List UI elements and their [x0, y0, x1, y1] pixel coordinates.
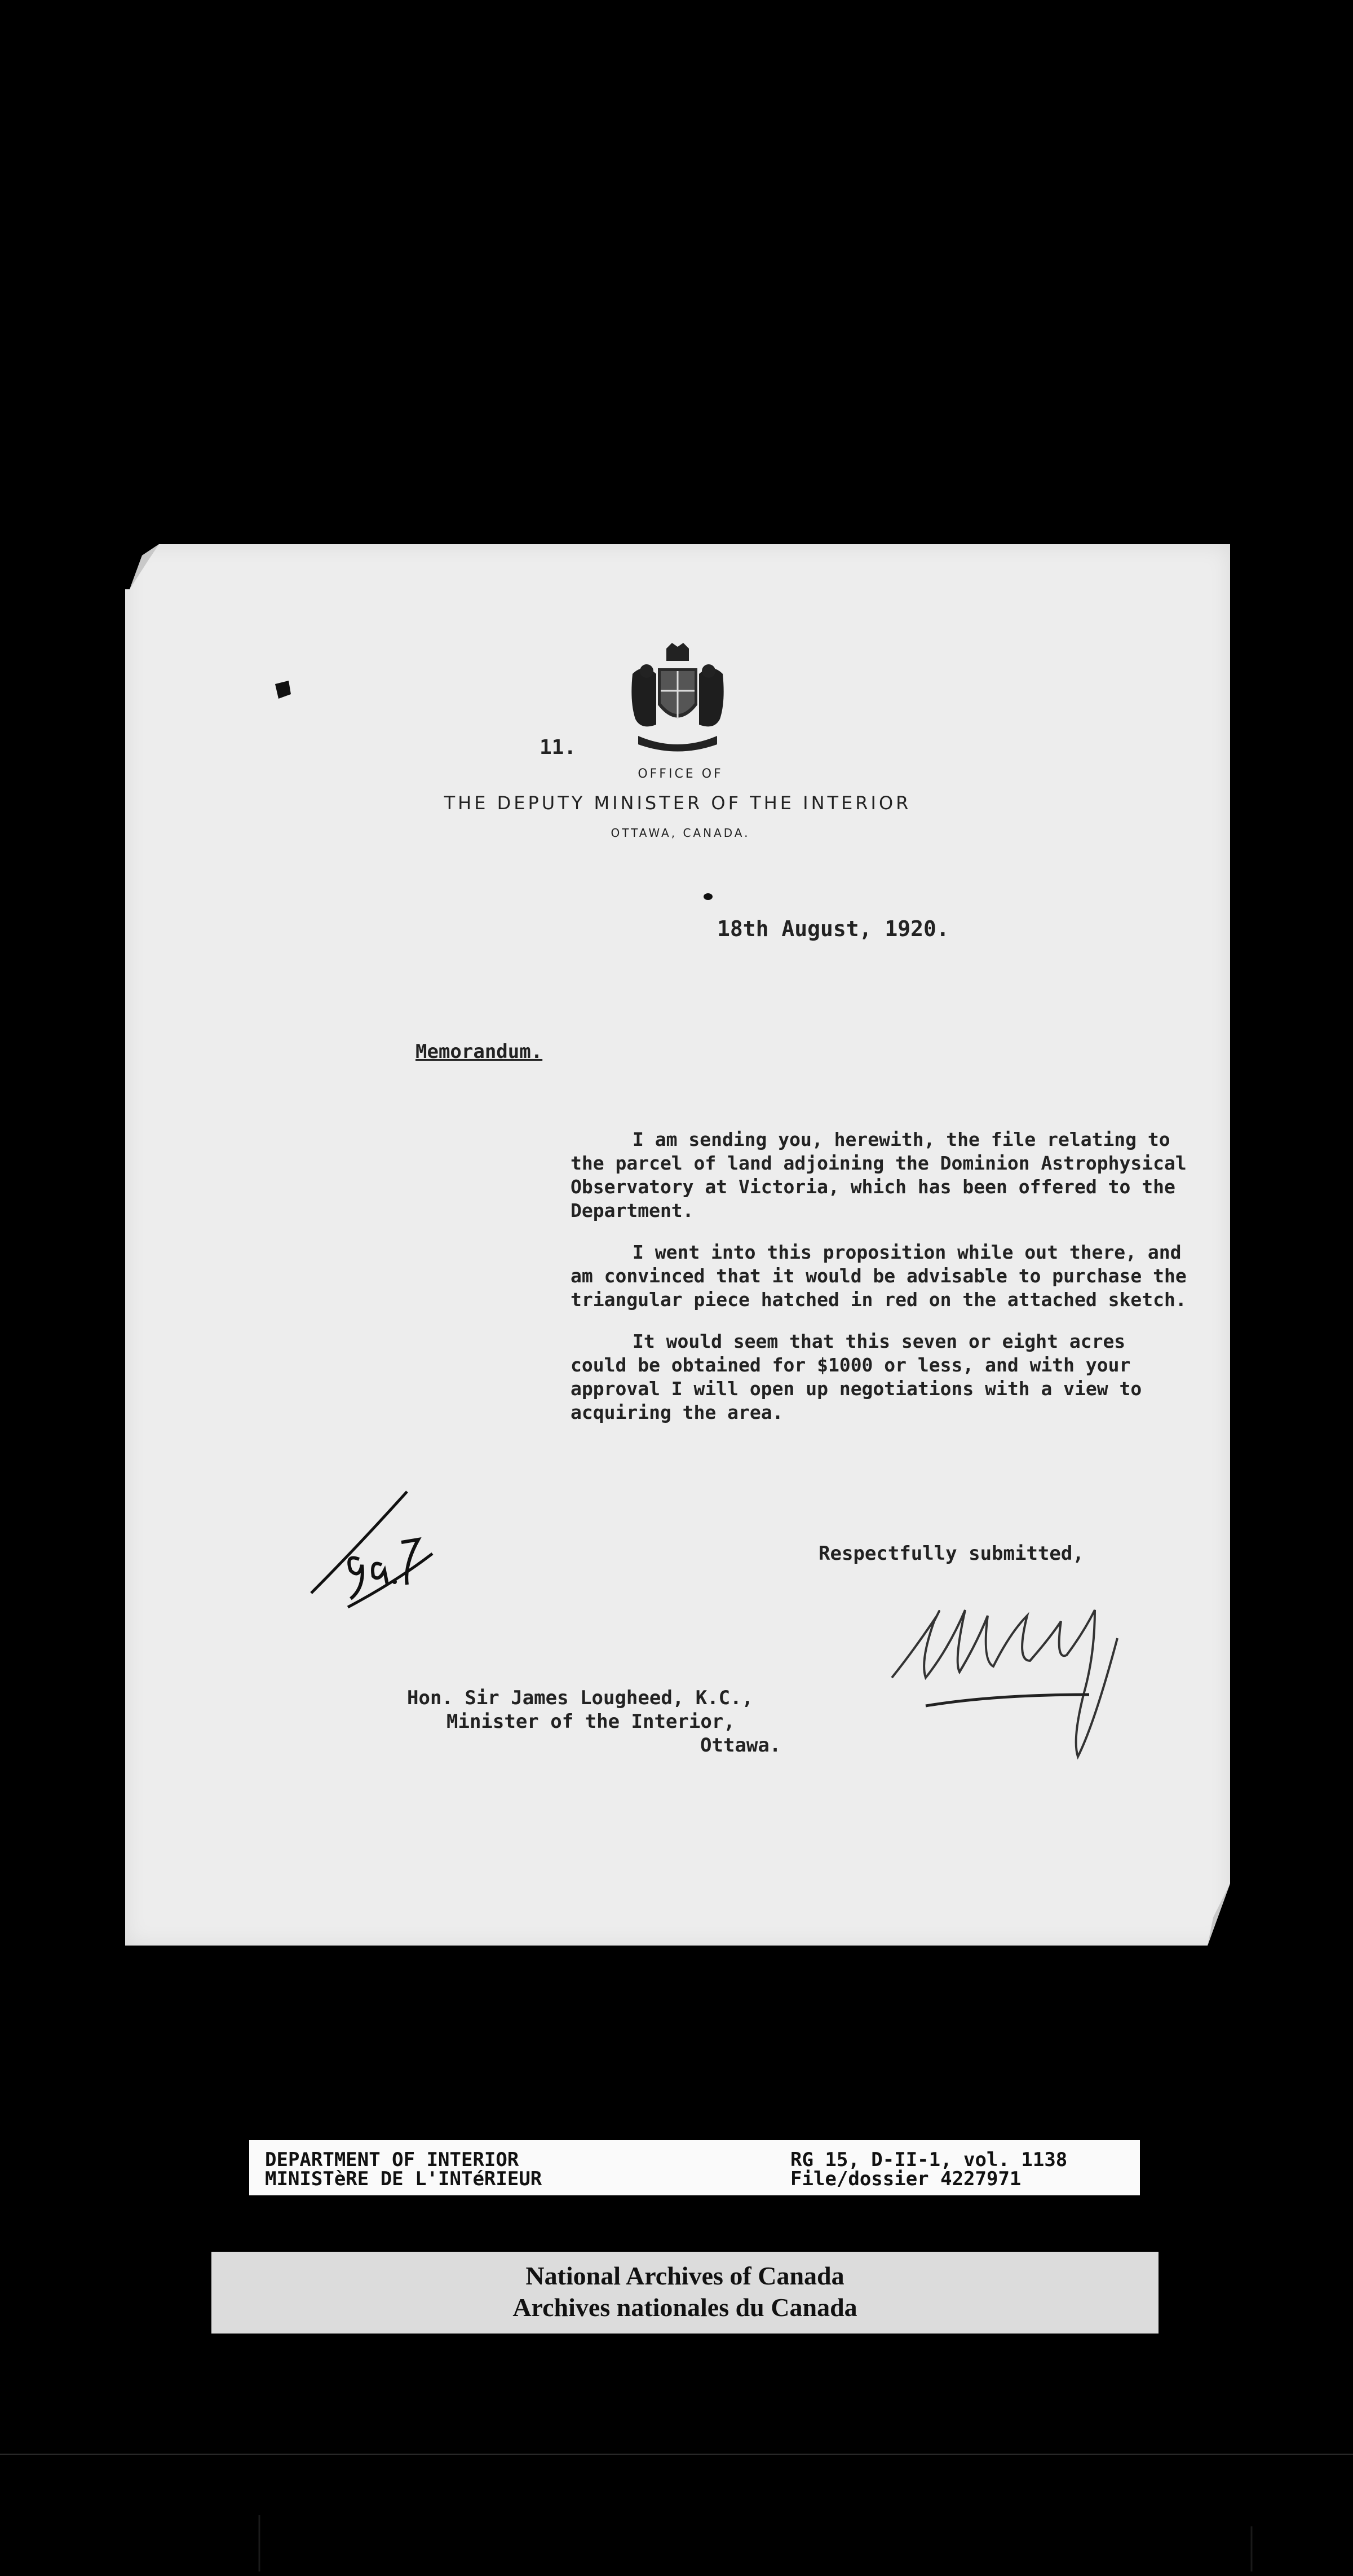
reference-numbers — [790, 2150, 1067, 2189]
corner-tear — [1185, 1884, 1230, 1946]
recipient-city: Ottawa. — [700, 1734, 781, 1757]
memo-date: 18th August, 1920. — [717, 916, 949, 941]
department-names — [265, 2150, 542, 2189]
ink-mark — [702, 891, 714, 902]
handwritten-signature — [881, 1582, 1151, 1768]
memo-paragraph: It would seem that this seven or eight acres could be obtained for $1000 or less, and with your approval I will open up negotiations with a view to acquiring the area. — [571, 1330, 1142, 1423]
archives-fr: Archives nationales du Canada — [512, 2293, 857, 2322]
recipient-title: Minister of the Interior, — [446, 1710, 735, 1733]
memo-paragraph: I am sending you, herewith, the file relating to the parcel of land adjoining the Dominion Astrophysical Observatory at Victoria, which has been offered to the Department. — [571, 1128, 1187, 1221]
page-number: 11. — [540, 736, 577, 759]
memo-body — [571, 1128, 1191, 1443]
department-label — [249, 2140, 1140, 2195]
paper-curl — [125, 544, 159, 589]
memo-heading: Memorandum. — [415, 1040, 543, 1063]
memo-paper — [125, 544, 1230, 1946]
recipient-name: Hon. Sir James Lougheed, K.C., — [407, 1687, 754, 1709]
handwritten-initials — [306, 1480, 452, 1627]
department-fr: MINISTèRE DE L'INTéRIEUR — [265, 2168, 542, 2190]
memo-closing: Respectfully submitted, — [819, 1542, 1084, 1565]
letterhead-title: THE DEPUTY MINISTER OF THE INTERIOR — [444, 792, 912, 814]
letterhead-office-of: OFFICE OF — [638, 767, 723, 781]
archives-en: National Archives of Canada — [525, 2261, 844, 2290]
record-group: RG 15, D-II-1, vol. 1138 — [790, 2149, 1068, 2171]
archives-label — [211, 2252, 1159, 2334]
recipient-block — [407, 1686, 781, 1757]
film-edge — [0, 2453, 1353, 2576]
punch-hole-icon — [271, 678, 293, 701]
department-en: DEPARTMENT OF INTERIOR — [265, 2149, 519, 2171]
royal-coat-of-arms-icon — [621, 640, 734, 758]
memo-paragraph: I went into this proposition while out there, and am convinced that it would be advisable to purchase the triangular piece hatched in red on the attached sketch. — [571, 1241, 1187, 1311]
letterhead-location: OTTAWA, CANADA. — [611, 826, 750, 840]
file-number: File/dossier 4227971 — [790, 2168, 1022, 2190]
